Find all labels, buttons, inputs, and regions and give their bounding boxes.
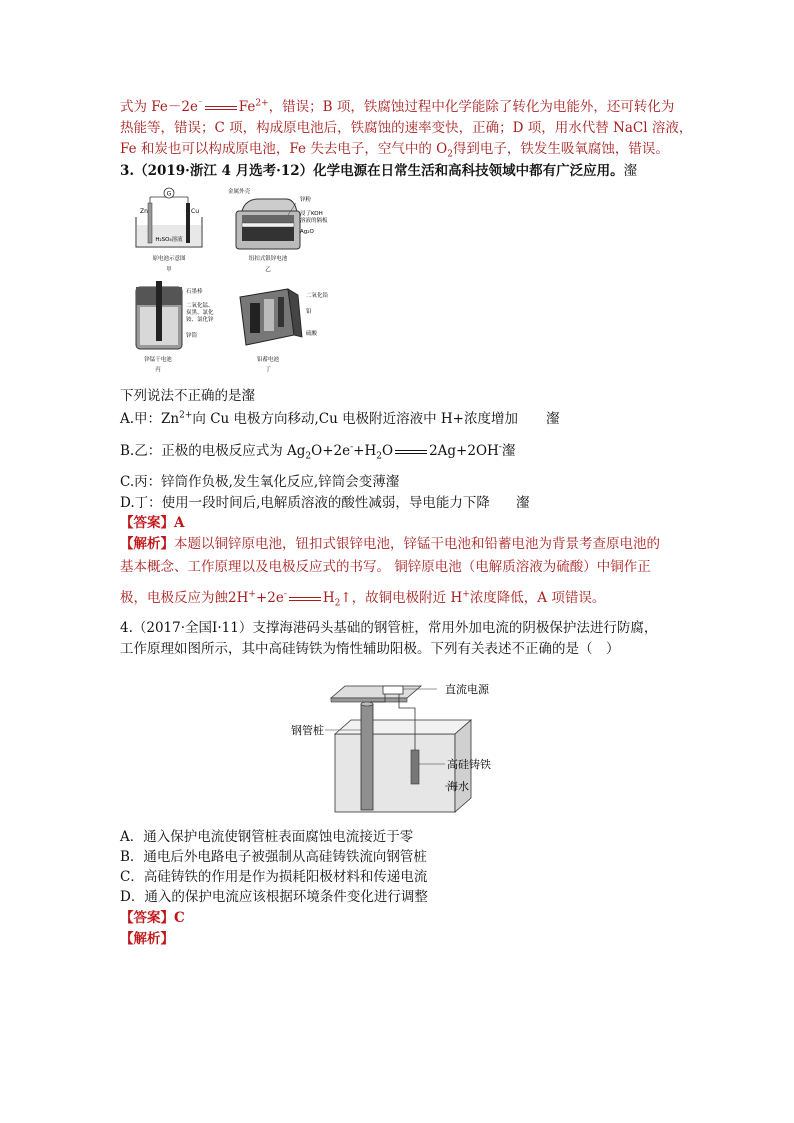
text: 高硅铸铁 [447,758,491,771]
silicon-iron-anode [411,750,419,784]
text: 甲 [166,267,172,273]
analysis-prev-line-2 [120,118,692,138]
text: - [498,442,502,453]
text: 热能等，错误；C 项，构成原电池后，铁腐蚀的速率变快，正确；D 项，用水代替 NaCl 溶液， [120,120,693,136]
text: 瀣 [501,443,516,459]
text: 乙 [265,267,271,273]
text: 丙 [155,367,161,373]
bing-dry-cell [136,281,214,373]
text: 锌锰干电池 [144,357,172,363]
text: +H [353,443,377,459]
text: 金属外壳 [228,189,251,195]
text: 2+ [255,98,269,109]
text: 【解析】 [120,931,174,947]
text: 极，电极反应为蝕2H [120,590,249,606]
text: 4.（2017·全国Ⅰ·11）支撑海港码头基础的钢管桩，常用外加电流的阴极保护法进行防腐， [120,620,658,636]
text: 2 [334,598,341,609]
q3-option-c [120,472,399,492]
text: Fe [238,99,256,115]
text: 海水 [447,780,469,793]
text: ，错误；B 项，铁腐蚀过程中化学能除了转化为电能外，还可转化为 [268,99,675,115]
q4-stem-line-1 [120,618,657,638]
text: 瀣 [515,495,530,511]
text: B.乙：正极的电极反应式为 Ag [120,443,306,459]
text: + [462,589,470,600]
q3-option-d [120,493,529,513]
q4-cathodic-protection-figure [285,668,515,818]
text: 炭黑、氯化 [186,310,214,316]
text: 硫酸 [306,331,318,337]
equals-sign [395,450,427,454]
text: 丁 [265,367,271,373]
text: 【解析】 [120,536,174,552]
q4-stem-line-2 [120,639,620,659]
text: 得到电子，铁发生吸氧腐蚀，错误。 [452,141,669,157]
text: + [248,589,256,600]
q3-option-a [120,409,560,429]
text: O [381,443,394,459]
equals-sign [205,106,237,110]
power-supply-icon [383,686,403,694]
text: 【答案】 [120,910,174,926]
equals-sign [289,597,321,601]
analysis-prev-line-3 [120,139,669,159]
q4-analysis [120,929,174,949]
text: 锌粉 [300,197,312,203]
text: ⁻ [198,98,203,109]
q3-analysis-line-2 [120,557,651,577]
text: D.丁：使用一段时间后,电解质溶液的酸性减弱，导电能力下降 [120,495,490,511]
text: 本题以铜锌原电池，钮扣式银锌电池，锌锰干电池和铅蓄电池为背景考查原电池的 [174,536,660,552]
text: H₂SO₄溶液 [155,237,183,243]
q4-option-c [120,867,427,887]
text: - [350,442,354,453]
q4-answer [120,908,185,928]
steel-pile [361,704,373,810]
text: 铅蓄电池 [256,357,280,363]
text: D．通入的保护电流应该根据环境条件变化进行调整 [120,889,428,905]
text: ↑，故铜电极附近 H [340,590,463,606]
text: 【答案】 [120,515,174,531]
text: 向 Cu 电极方向移动,Cu 电极附近溶液中 H+浓度增加 [192,411,518,427]
text: H [322,590,335,606]
yi-button-cell [228,187,328,273]
text: 3.（2019·浙江 4 月选考·12）化学电源在日常生活和高科技领域中都有广泛应用。 [120,163,624,179]
text: O+2e [311,443,351,459]
text: A．通入保护电流使钢管桩表面腐蚀电流接近于零 [120,829,414,845]
ding-lead-acid [240,289,329,373]
text: 溶液的隔板 [300,218,328,224]
q3-analysis-line-1 [120,534,660,554]
text: 瀣 [546,411,560,427]
text: 原电池示意图 [152,256,186,262]
text: 2 [376,451,382,462]
text: 铅 [306,309,312,315]
analysis-prev-line-1 [120,97,674,117]
q3-option-b [120,441,515,461]
text: +2e [255,590,284,606]
q3-stem [120,161,637,181]
text: 浓度降低，A 项错误。 [469,590,606,606]
text: 直流电源 [445,683,489,696]
q3-prompt [120,386,255,406]
jia-galvanic-cell [136,188,202,273]
text: 式为 Fe－2e [120,99,198,115]
text: 工作原理如图所示，其中高硅铸铁为惰性辅助阳极。下列有关表述不正确的是（ ） [120,641,620,657]
text: 2 [305,451,312,462]
q4-option-a [120,827,413,847]
text: A.甲：Zn [120,411,180,427]
text: G [166,190,172,198]
text: Cu [191,208,199,215]
text: 纽扣式银锌电池 [248,256,288,262]
text: A [174,515,185,531]
text: 二氧化铅 [306,293,329,299]
text: Zn [140,208,148,215]
text: 浸了KOH [300,211,323,217]
text: 下列说法不正确的是瀣 [120,388,255,404]
text: 二氧化锰、 [186,303,214,309]
text: 2+ [179,410,193,421]
q3-analysis-line-3 [120,588,605,608]
text: 2 [447,149,453,160]
q4-option-d [120,887,428,907]
text: C.丙：锌筒作负极,发生氧化反应,锌筒会变薄瀣 [120,474,400,490]
text: 瀣 [623,163,638,179]
text: C [174,910,185,926]
text: Ag₂O [300,229,314,235]
text: Fe 和炭也可以构成原电池，Fe 失去电子，空气中的 O [120,141,448,157]
text: 2Ag+2OH [429,443,499,459]
text: 钢管桩 [291,724,324,737]
text: 铵、氯化锌 [186,317,214,323]
text: 基本概念、工作原理以及电极反应式的书写。 铜锌原电池（电解质溶液为硫酸）中铜作正 [120,559,651,575]
text: B．通电后外电路电子被强制从高硅铸铁流向钢管桩 [120,849,427,865]
q4-option-b [120,847,427,867]
q3-battery-figure [128,185,368,375]
text: - [283,589,287,600]
text: 石墨棒 [186,289,203,295]
text: C．高硅铸铁的作用是作为损耗阳极材料和传递电流 [120,869,428,885]
text: 锌筒 [186,333,198,339]
q3-answer [120,513,184,533]
